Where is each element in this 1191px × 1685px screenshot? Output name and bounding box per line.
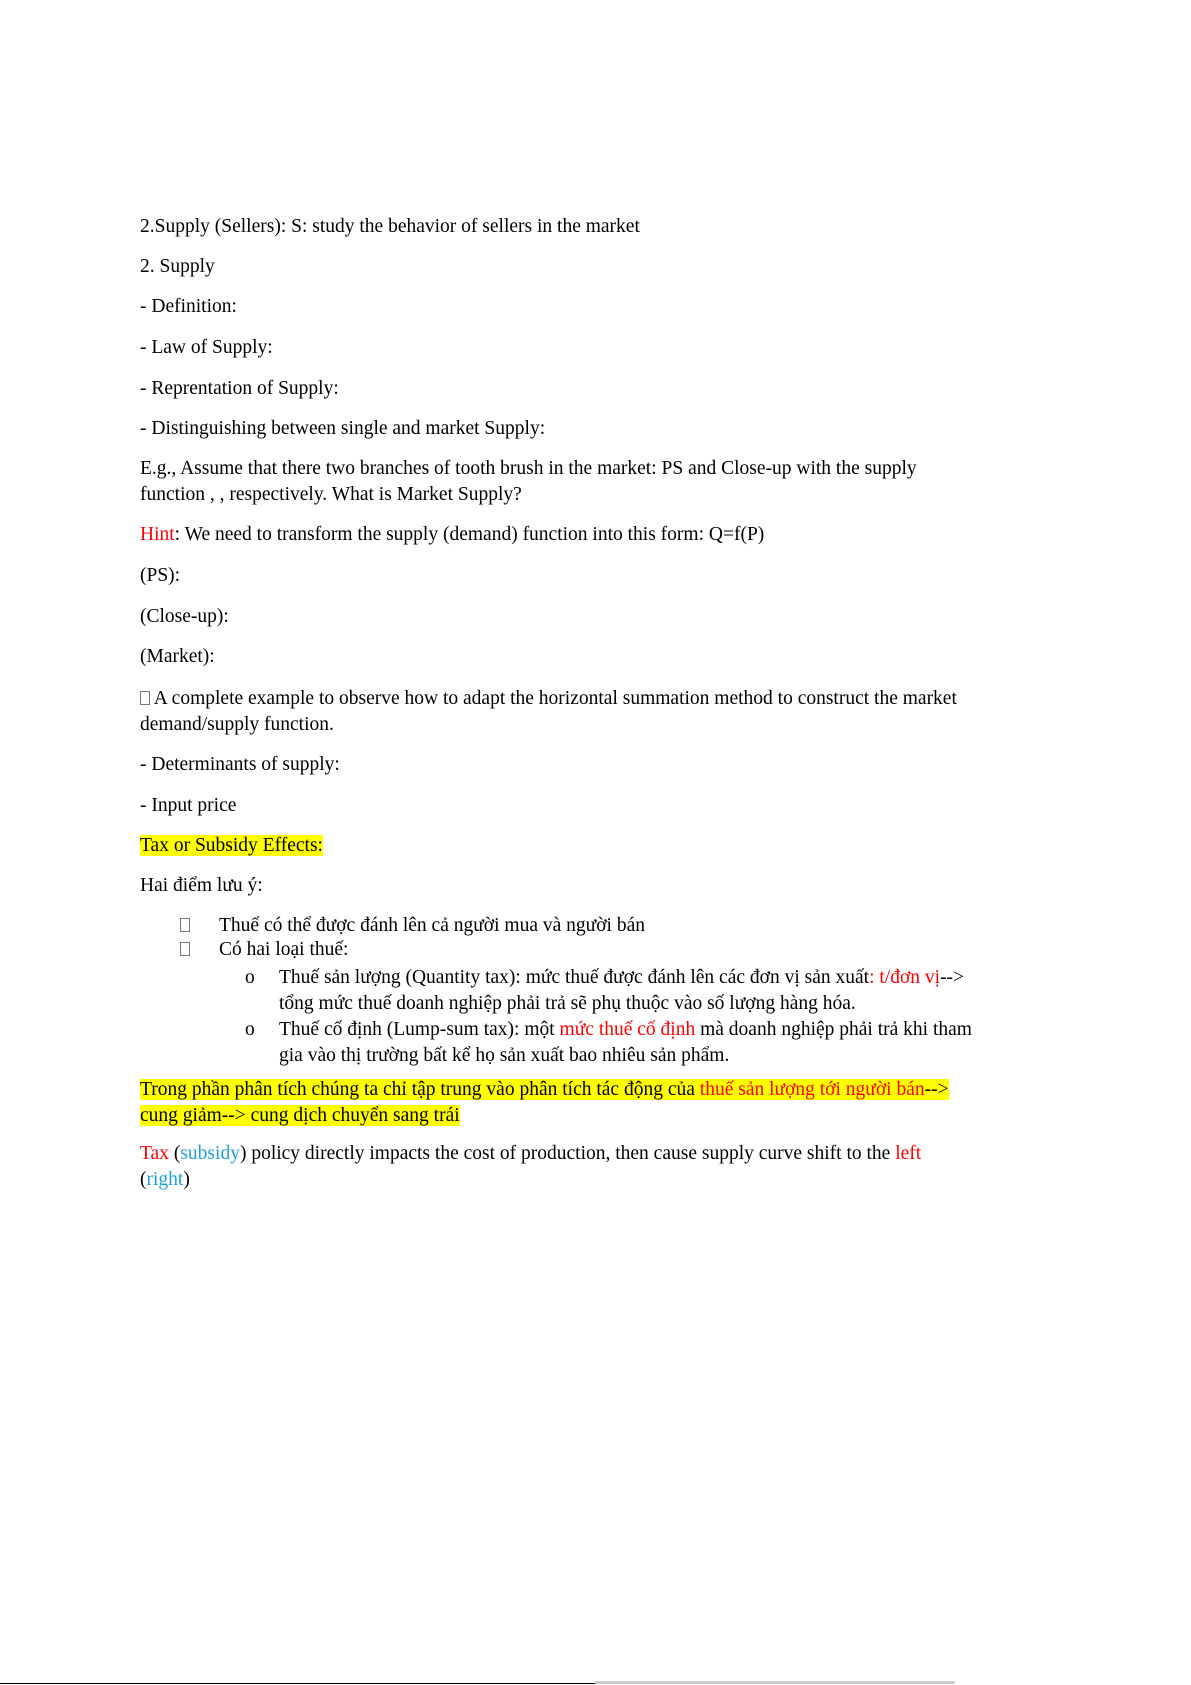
- line-representation: - Reprentation of Supply:: [140, 378, 339, 399]
- right-word: right: [146, 1169, 184, 1190]
- heading-supply-sellers: 2.Supply (Sellers): S: study the behavior of sellers in the market: [140, 216, 640, 237]
- sub-item-2-text-a: Thuế cố định (Lump-sum tax): một: [279, 1019, 560, 1040]
- complete-example-paragraph: [140, 686, 1070, 738]
- line-supply: 2. Supply: [140, 256, 215, 277]
- example-paragraph: [140, 456, 917, 508]
- sub-item-2-text-b: mà doanh nghiệp phải trả khi tham: [695, 1019, 972, 1040]
- sub-bullet-marker: o: [245, 967, 255, 988]
- line-law-of-supply: - Law of Supply:: [140, 337, 273, 358]
- focus-text-a: Trong phần phân tích chúng ta chỉ tập trung vào phân tích tác động của: [140, 1079, 700, 1100]
- complete-line-2: demand/supply function.: [140, 714, 334, 735]
- tax-policy-line-2: (right): [140, 1169, 190, 1190]
- line-hai-diem: Hai điểm lưu ý:: [140, 875, 263, 896]
- tax-word: Tax: [140, 1143, 169, 1164]
- bullet-item-1-text: Thuế có thể được đánh lên cả người mua và người bán: [219, 915, 645, 936]
- complete-line-1: [140, 686, 1070, 712]
- sub-item-1-text-b: -->: [940, 967, 965, 988]
- hint-line: [140, 522, 764, 548]
- footer-rule-faint: [595, 1681, 955, 1684]
- example-line-2: function , , respectively. What is Market Supply?: [140, 484, 522, 505]
- focus-text-b: -->: [924, 1079, 949, 1100]
- footer-rule: [0, 1683, 595, 1684]
- focus-line-1: [140, 1077, 1070, 1103]
- sub-item-1: [140, 965, 1050, 1017]
- bullet-list: [140, 913, 1050, 1069]
- bullet-box-icon: [180, 942, 190, 956]
- line-closeup: (Close-up):: [140, 606, 229, 627]
- tax-heading-text: Tax or Subsidy Effects:: [140, 835, 323, 856]
- line-determinants: - Determinants of supply:: [140, 754, 340, 775]
- sub-item-2-line-2: gia vào thị trường bất kể họ sản xuất bao nhiêu sản phẩm.: [279, 1045, 730, 1066]
- focus-line-2: [140, 1103, 1070, 1129]
- sub-item-1-line-1: [140, 965, 1050, 991]
- sub-item-1-red: : t/đơn vị: [869, 967, 941, 988]
- policy-text: ) policy directly impacts the cost of production, then cause supply curve shift to the: [239, 1143, 896, 1164]
- hint-text: : We need to transform the supply (demand) function into this form: Q=f(P): [174, 524, 765, 545]
- line-input-price: - Input price: [140, 795, 237, 816]
- hint-label: Hint: [140, 524, 175, 545]
- focus-text-c: cung giảm--> cung dịch chuyển sang trái: [140, 1105, 460, 1126]
- complete-text-1: A complete example to observe how to adapt the horizontal summation method to construct the market: [150, 688, 957, 709]
- bullet-item-2-text: Có hai loại thuế:: [219, 939, 349, 960]
- bullet-box-icon: [180, 918, 190, 932]
- tax-policy-line-1: Tax (subsidy) policy directly impacts the cost of production, then cause supply curve shift to the left: [140, 1143, 922, 1164]
- tax-policy-paragraph: [140, 1141, 1070, 1193]
- example-line-1: E.g., Assume that there two branches of tooth brush in the market: PS and Close-up with the supply: [140, 458, 917, 479]
- checkbox-glyph-icon: [140, 691, 150, 705]
- sub-item-2-red: mức thuế cố định: [559, 1019, 696, 1040]
- line-ps: (PS):: [140, 565, 181, 586]
- sub-item-2: [140, 1017, 1050, 1069]
- bullet-item-2: [140, 937, 1050, 963]
- focus-paragraph: [140, 1077, 1070, 1129]
- sub-item-1-text-a: Thuế sản lượng (Quantity tax): mức thuế được đánh lên các đơn vị sản xuất: [279, 967, 870, 988]
- focus-red: thuế sản lượng tới người bán: [699, 1079, 925, 1100]
- sub-bullet-marker: o: [245, 1019, 255, 1040]
- tax-subsidy-heading: [140, 833, 323, 859]
- sub-item-1-line-2: tổng mức thuế doanh nghiệp phải trả sẽ phụ thuộc vào số lượng hàng hóa.: [279, 993, 856, 1014]
- line-market: (Market):: [140, 646, 215, 667]
- subsidy-word: subsidy: [180, 1143, 240, 1164]
- sub-item-2-line-1: [140, 1017, 1050, 1043]
- bullet-item-1: [140, 913, 1050, 939]
- line-definition: - Definition:: [140, 296, 237, 317]
- left-word: left: [895, 1143, 922, 1164]
- line-distinguishing: - Distinguishing between single and market Supply:: [140, 418, 546, 439]
